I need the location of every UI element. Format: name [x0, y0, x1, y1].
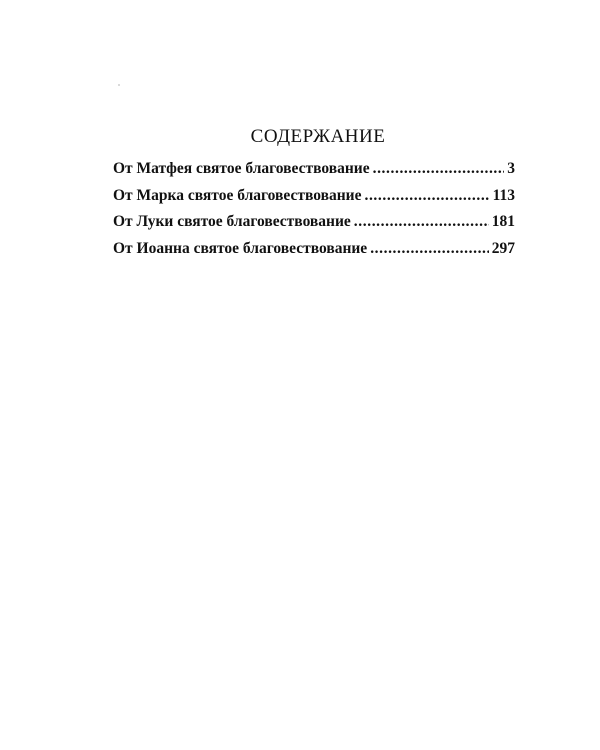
toc-entry-label: От Иоанна святое благовествование: [113, 239, 368, 257]
toc-entry-label: От Марка святое благовествование: [113, 186, 362, 204]
toc-entry-page-number: 297: [491, 239, 515, 257]
scan-speck: [118, 84, 120, 86]
toc-entry-page-number: 113: [492, 186, 515, 204]
toc-entry-page-number: 181: [491, 213, 515, 230]
toc-entry-page-number: 3: [507, 160, 515, 177]
table-of-contents: [113, 126, 515, 262]
toc-entry-matthew: [113, 156, 515, 183]
toc-list: [113, 156, 515, 262]
dot-leader: [373, 156, 505, 183]
toc-entry-john: [113, 236, 515, 263]
toc-entry-label: От Матфея святое благовествование: [113, 160, 370, 177]
dot-leader: [354, 209, 489, 236]
dot-leader: [364, 183, 489, 210]
toc-title: СОДЕРЖАНИЕ: [250, 126, 386, 147]
toc-entry-luke: [113, 209, 515, 236]
dot-leader: [370, 236, 489, 263]
toc-entry-label: От Луки святое благовествование: [113, 213, 351, 230]
toc-entry-mark: [113, 183, 515, 210]
